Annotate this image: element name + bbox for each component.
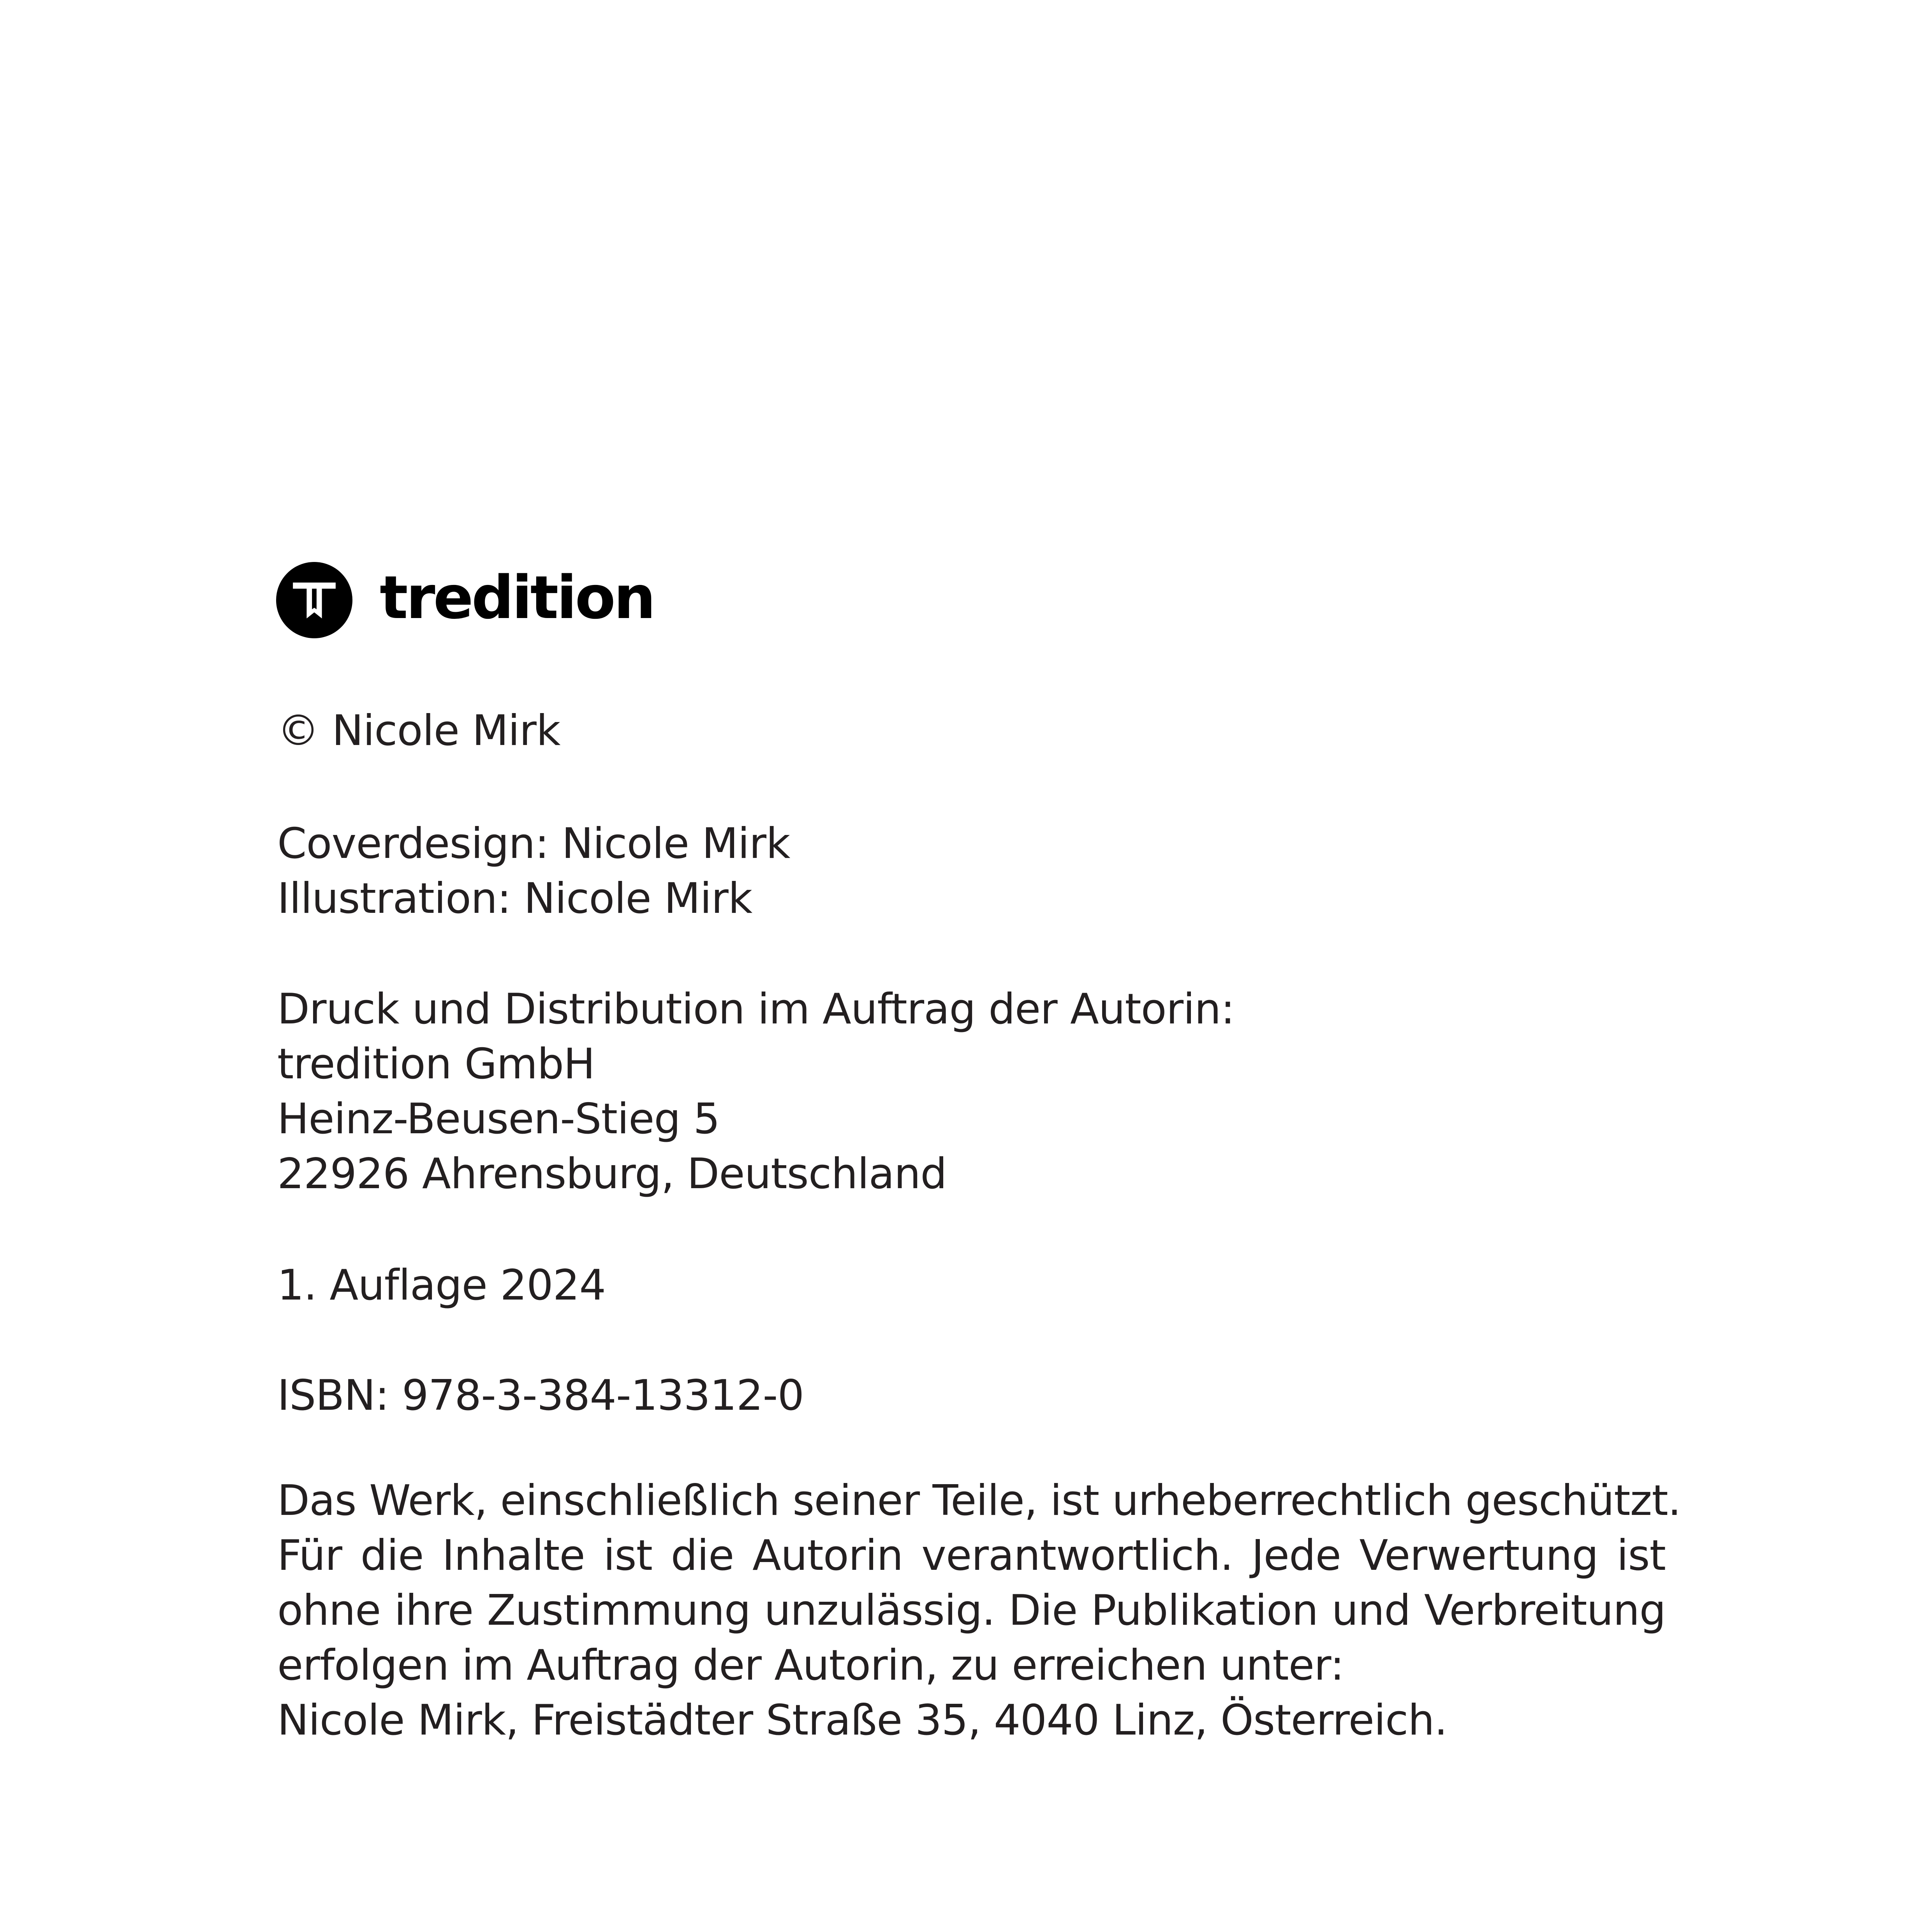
publisher-logo: [276, 561, 654, 639]
legal-notice-line: ohne ihre Zustimmung unzulässig. Die Publikation und Verbreitung: [277, 1586, 1666, 1635]
legal-notice-line: Das Werk, einschließlich seiner Teile, ist urheberrechtlich geschützt.: [277, 1476, 1681, 1525]
legal-notice-line: Für die Inhalte ist die Autorin verantwortlich. Jede Verwertung ist: [277, 1531, 1666, 1580]
legal-notice-line: Nicole Mirk, Freistädter Straße 35, 4040 Linz, Österreich.: [277, 1696, 1448, 1745]
cover-design-credit: Coverdesign: Nicole Mirk: [277, 819, 790, 868]
credits-block: [277, 816, 790, 926]
legal-notice-line: erfolgen im Auftrag der Autorin, zu erreichen unter:: [277, 1641, 1344, 1690]
address-line: tredition GmbH: [277, 1040, 595, 1088]
publisher-wordmark: tredition: [380, 563, 654, 632]
tredition-logo-icon: [276, 562, 352, 638]
isbn-line: ISBN: 978-3-384-13312-0: [277, 1371, 804, 1420]
address-line: 22926 Ahrensburg, Deutschland: [277, 1150, 947, 1198]
legal-notice-block: [277, 1473, 1681, 1748]
illustration-credit: Illustration: Nicole Mirk: [277, 874, 752, 923]
copyright-line: © Nicole Mirk: [277, 706, 560, 755]
publisher-address-block: [277, 982, 1235, 1201]
edition-line: 1. Auflage 2024: [277, 1261, 606, 1310]
address-line: Druck und Distribution im Auftrag der Autorin:: [277, 985, 1235, 1034]
address-line: Heinz-Beusen-Stieg 5: [277, 1095, 720, 1143]
